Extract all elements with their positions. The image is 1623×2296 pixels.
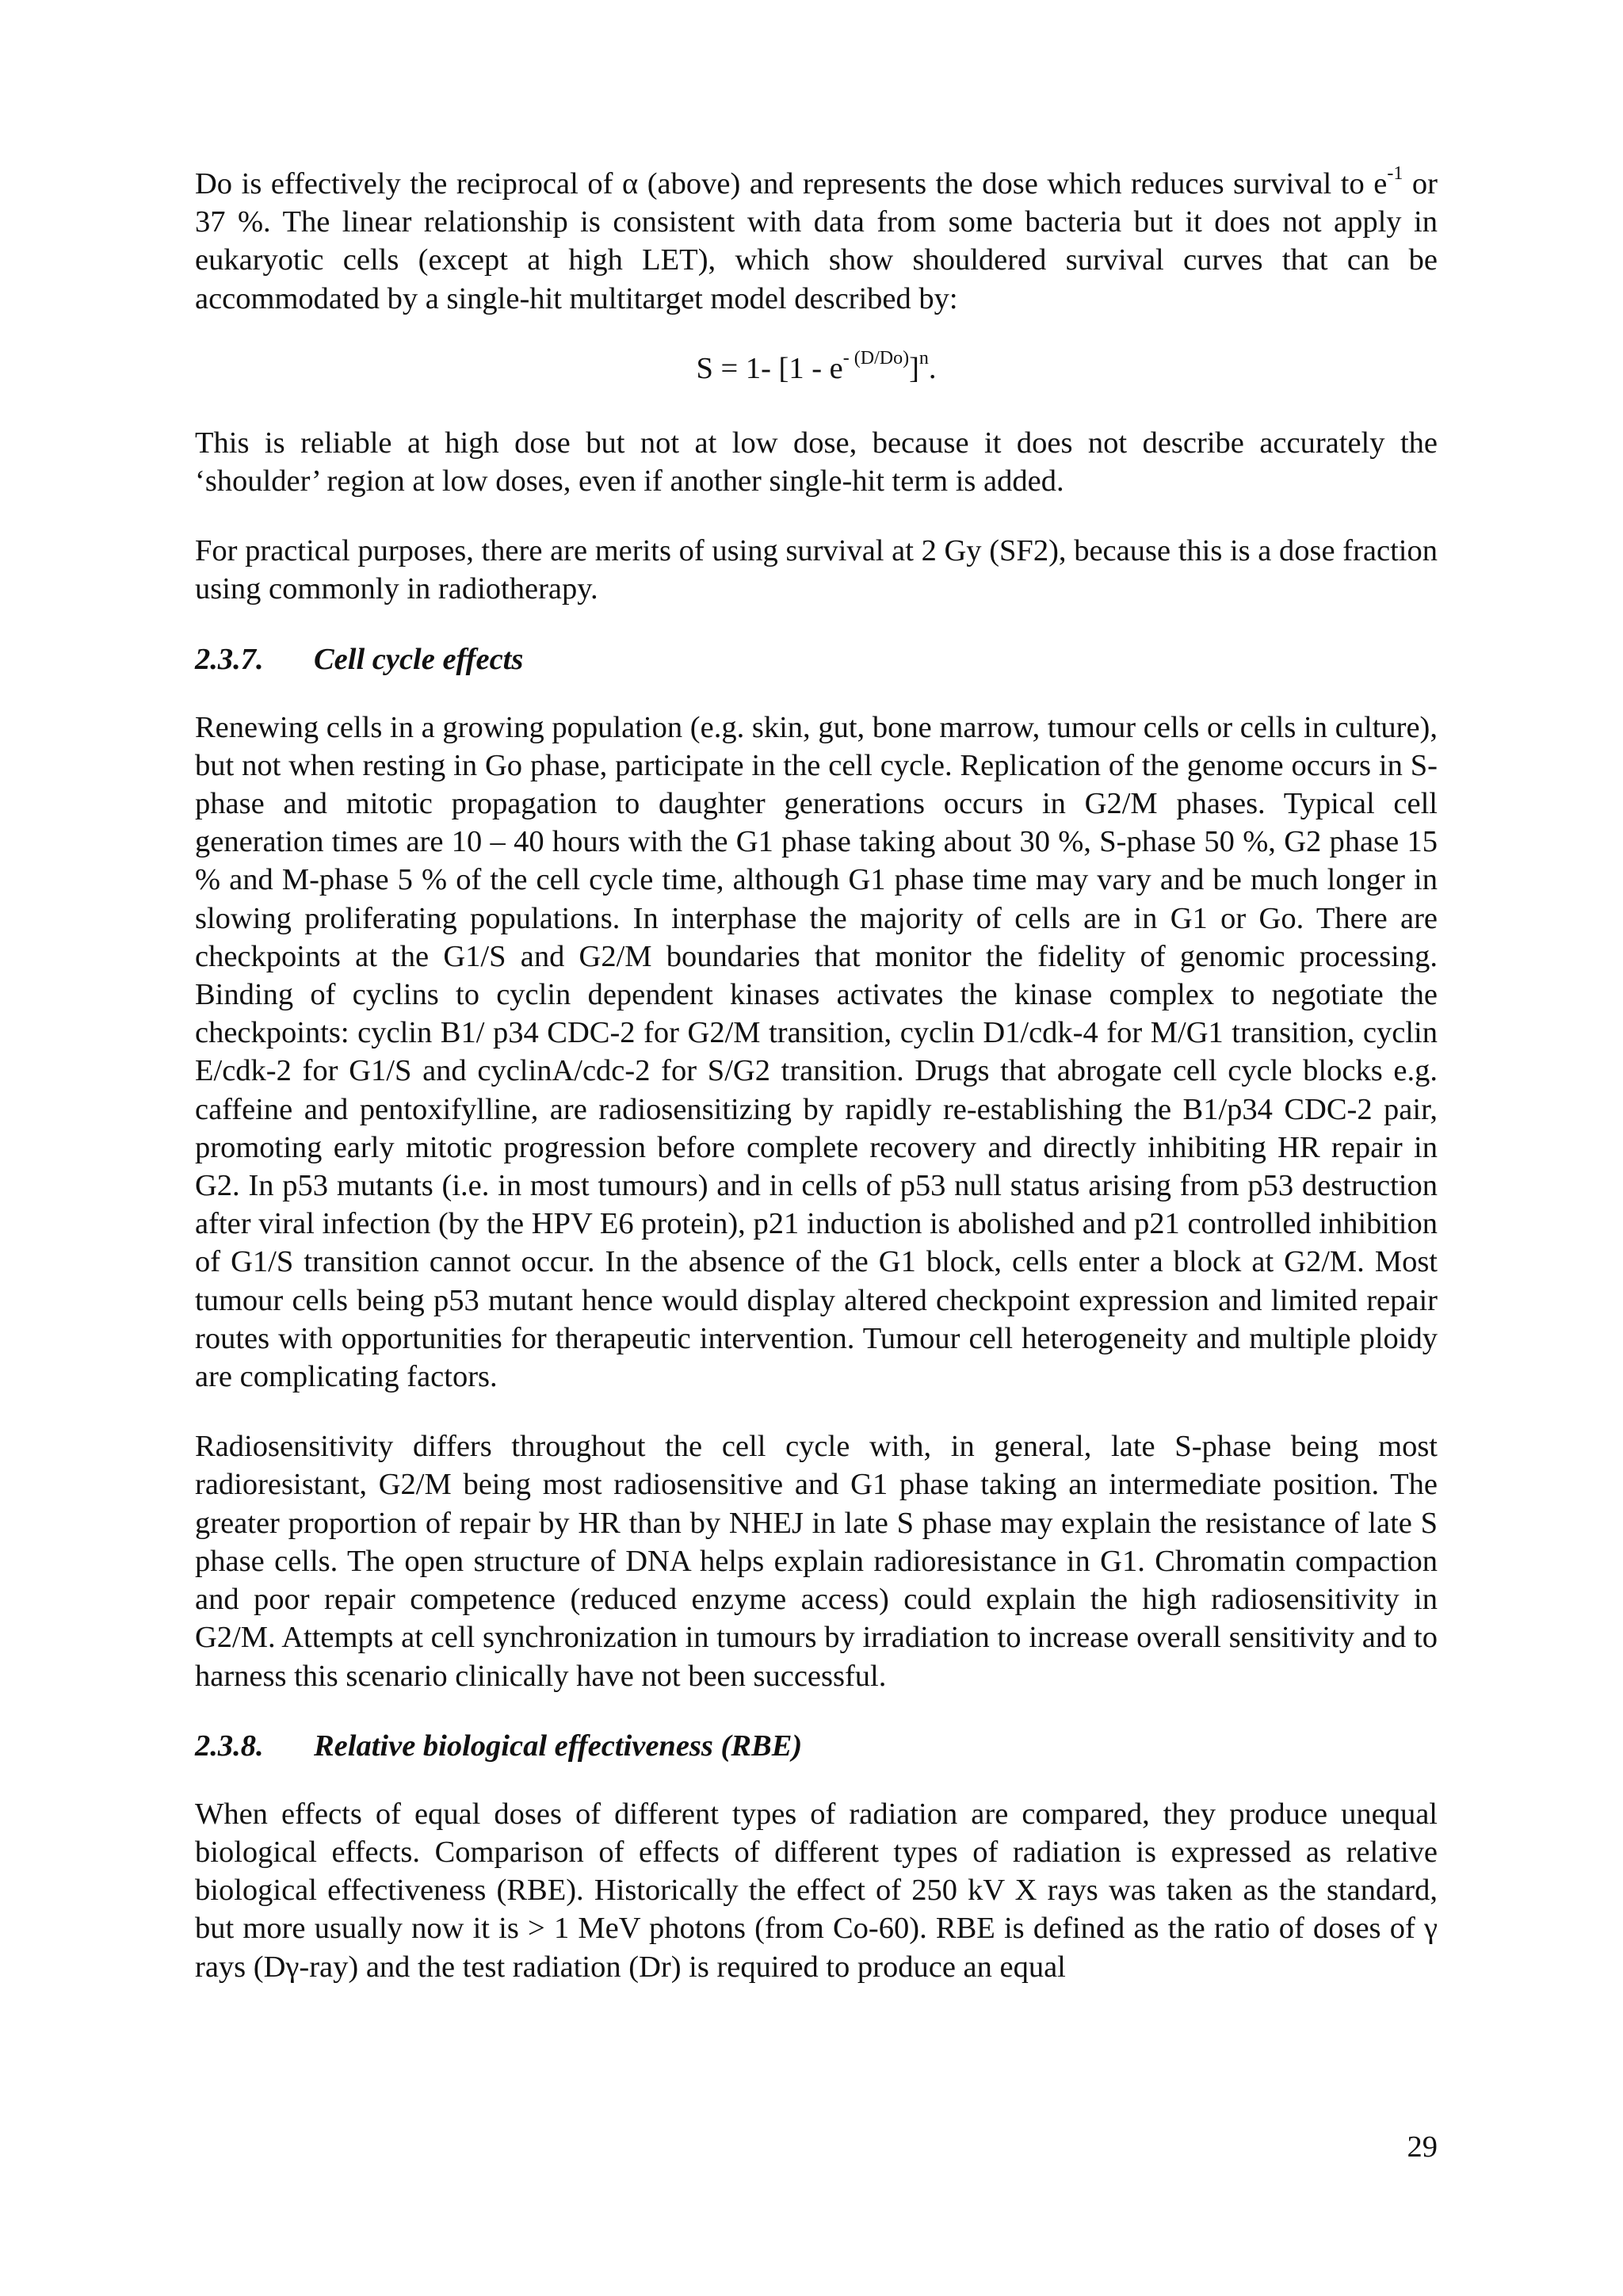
superscript-minus-one: -1 xyxy=(1387,163,1403,184)
paragraph-rbe: When effects of equal doses of different types of radiation are compared, they produce unequal biological effects. Comparison of effects of different types of radiation is expressed as relative biological effectiveness (RBE). Historically the effect of 250 kV X rays was taken as the standard, but more usually now it is > 1 MeV photons (from Co-60). RBE is defined as the ratio of doses of γ rays (Dγ-ray) and the test radiation (Dr) is required to produce an equal xyxy=(195,1797,1438,1984)
paragraph-do-definition xyxy=(195,165,1438,318)
paragraph-reliability: This is reliable at high dose but not at low dose, because it does not describe accurately the ‘shoulder’ region at low doses, even if another single-hit term is added. xyxy=(195,426,1438,499)
section-title: Cell cycle effects xyxy=(314,642,524,676)
paragraph-radiosensitivity: Radiosensitivity differs throughout the cell cycle with, in general, late S-phase being most radioresistant, G2/M being most radiosensitive and G1 phase taking an intermediate position. The greater proportion of repair by HR than by NHEJ in late S phase may explain the resistance of late S phase cells. The open structure of DNA helps explain radioresistance in G1. Chromatin compaction and poor repair competence (reduced enzyme access) could explain the high radiosensitivity in G2/M. Attempts at cell synchronization in tumours by irradiation to increase overall sensitivity and to harness this scenario clinically have not been successful. xyxy=(195,1430,1438,1693)
page-number: 29 xyxy=(1407,2130,1438,2164)
paragraph-do-text-a: Do is effectively the reciprocal of α (above) and represents the dose which reduces survival to e xyxy=(195,167,1388,201)
section-heading-cell-cycle xyxy=(195,640,1438,678)
formula-exponent: - (D/Do) xyxy=(842,347,910,369)
multitarget-formula xyxy=(195,347,1438,388)
formula-part-a: S = 1- [1 - e xyxy=(696,351,843,385)
formula-part-c: . xyxy=(928,351,937,385)
section-title: Relative biological effectiveness (RBE) xyxy=(314,1729,803,1763)
document-page xyxy=(195,165,1438,2018)
formula-power-n: n xyxy=(918,347,929,369)
section-number: 2.3.7. xyxy=(195,642,264,676)
paragraph-do-text-b: or 37 %. The linear relationship is consistent with data from some bacteria but it does not apply in eukaryotic cells (except at high LET), which show shouldered survival curves that can be accommodated by a single-hit multitarget model described by: xyxy=(195,167,1438,315)
section-heading-rbe xyxy=(195,1727,1438,1765)
paragraph-cell-cycle: Renewing cells in a growing population (e.g. skin, gut, bone marrow, tumour cells or cells in culture), but not when resting in Go phase, participate in the cell cycle. Replication of the genome occurs in S-phase and mitotic propagation to daughter generations occurs in G2/M phases. Typical cell generation times are 10 – 40 hours with the G1 phase taking about 30 %, S-phase 50 %, G2 phase 15 % and M-phase 5 % of the cell cycle time, although G1 phase time may vary and be much longer in slowing proliferating populations. In interphase the majority of cells are in G1 or Go. There are checkpoints at the G1/S and G2/M boundaries that monitor the fidelity of genomic processing. Binding of cyclins to cyclin dependent kinases activates the kinase complex to negotiate the checkpoints: cyclin B1/ p34 CDC-2 for G2/M transition, cyclin D1/cdk-4 for M/G1 transition, cyclin E/cdk-2 for G1/S and cyclinA/cdc-2 for S/G2 transition. Drugs that abrogate cell cycle blocks e.g. caffeine and pentoxifylline, are radiosensitizing by rapidly re-establishing the B1/p34 CDC-2 pair, promoting early mitotic progression before complete recovery and directly inhibiting HR repair in G2. In p53 mutants (i.e. in most tumours) and in cells of p53 null status arising from p53 destruction after viral infection (by the HPV E6 protein), p21 induction is abolished and p21 controlled inhibition of G1/S transition cannot occur. In the absence of the G1 block, cells enter a block at G2/M. Most tumour cells being p53 mutant hence would display altered checkpoint expression and limited repair routes with opportunities for therapeutic intervention. Tumour cell heterogeneity and multiple ploidy are complicating factors. xyxy=(195,710,1438,1394)
section-number: 2.3.8. xyxy=(195,1729,264,1763)
formula-part-b: ] xyxy=(909,351,919,385)
paragraph-practical-sf2: For practical purposes, there are merits of using survival at 2 Gy (SF2), because this is a dose fraction using commonly in radiotherapy. xyxy=(195,534,1438,606)
